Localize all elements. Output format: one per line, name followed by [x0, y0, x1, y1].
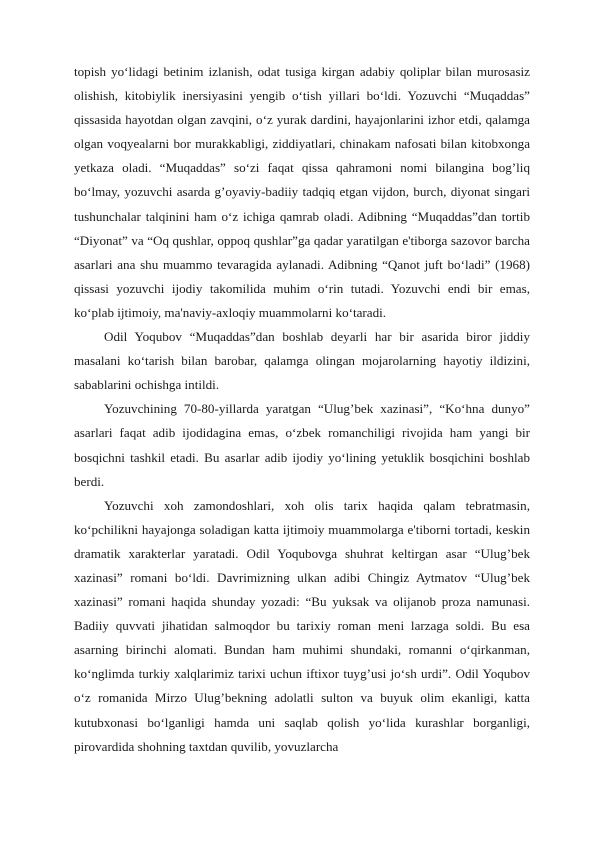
paragraph-3: Yozuvchining 70-80-yillarda yaratgan “Ulug’bek xazinasi”, “Ko‘hna dunyo” asarlari faqat adib ijodidagina emas, o‘zbek romanchiligi rivojida ham yangi bir bosqichni tashkil etadi. Bu asarlar adib ijodiy yo‘lining yetuklik bosqichini boshlab berdi. [74, 401, 530, 489]
paragraph-2: Odil Yoqubov “Muqaddas”dan boshlab deyarli har bir asarida biror jiddiy masalani ko‘tarish bilan barobar, qalamga olingan mojarolarning hayotiy ildizini, sabablarini ochishga intildi. [74, 329, 530, 393]
paragraph-4: Yozuvchi xoh zamondoshlari, xoh olis tarix haqida qalam tebratmasin, ko‘pchilikni hayajonga soladigan katta ijtimoiy muammolarga e'tiborni tortadi, keskin dramatik xarakterlar yaratadi. Odil Yoqubovga shuhrat keltirgan asar “Ulug’bek xazinasi” romani bo‘ldi. Davrimizning ulkan adibi Chingiz Aytmatov “Ulug’bek xazinasi” romani haqida shunday yozadi: “Bu yuksak va olijanob proza namunasi. Badiiy quvvati jihatidan salmoqdor bu tarixiy roman meni larzaga soldi. Bu esa asarning birinchi alomati. Bundan ham muhimi shundaki, romanni o‘qirkanman, ko‘nglimda turkiy xalqlarimiz tarixi uchun iftixor tuyg’usi jo‘sh urdi”. Odil Yoqubov o‘z romanida Mirzo Ulug’bekning adolatli sulton va buyuk olim ekanligi, katta kutubxonasi bo‘lganligi hamda uni saqlab qolish yo‘lida kurashlar borganligi, pirovardida shohning taxtdan quvilib, yovuzlarcha [74, 497, 530, 754]
document-page [74, 60, 530, 759]
paragraph-1: topish yo‘lidagi betinim izlanish, odat tusiga kirgan adabiy qoliplar bilan murosasiz olishish, kitobiylik inersiyasini yengib o‘tish yillari bo‘ldi. Yozuvchi “Muqaddas” qissasida hayotdan olgan zavqini, o‘z yurak dardini, hayajonlarini izhor etdi, qalamga olgan voqyealarni bor murakkabligi, ziddiyatlari, chinakam nafosati bilan kitobxonga yetkaza oladi. “Muqaddas” so‘zi faqat qissa qahramoni nomi bilangina bog’liq bo‘lmay, yozuvchi asarda g’oyaviy-badiiy tadqiq etgan vijdon, burch, diyonat singari tushunchalar talqinini ham o‘z ichiga qamrab oladi. Adibning “Muqaddas”dan tortib “Diyonat” va “Oq qushlar, oppoq qushlar”ga qadar yaratilgan e'tiborga sazovor barcha asarlari ana shu muammo tevaragida aylanadi. Adibning “Qanot juft bo‘ladi” (1968) qissasi yozuvchi ijodiy takomilida muhim o‘rin tutadi. Yozuvchi endi bir emas, ko‘plab ijtimoiy, ma'naviy-axloqiy muammolarni ko‘taradi. [74, 64, 530, 320]
